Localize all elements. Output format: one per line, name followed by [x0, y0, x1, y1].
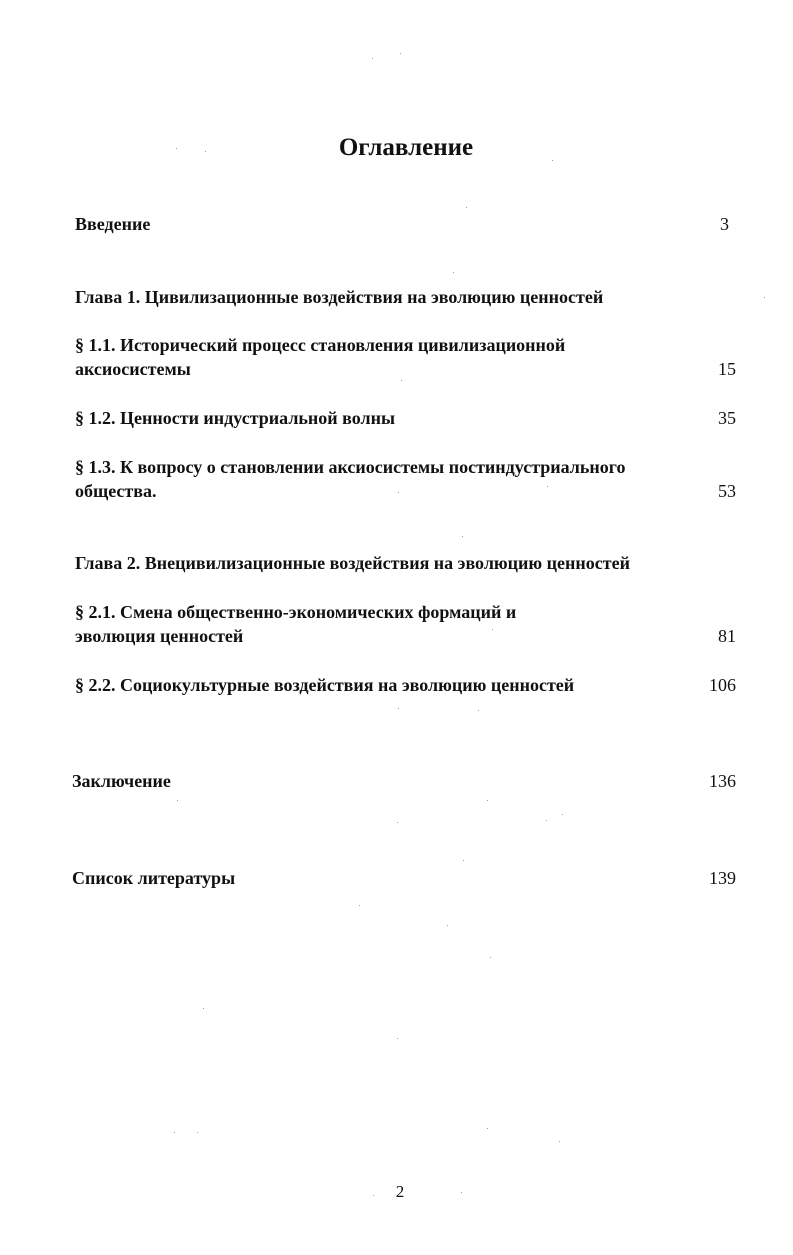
- toc-chapter-2-heading: Глава 2. Внецивилизационные воздействия на эволюцию ценностей: [75, 553, 630, 573]
- toc-entry-page: 139: [709, 868, 736, 888]
- toc-entry-text: Список литературы: [72, 868, 236, 888]
- toc-entry-text: § 2.2. Социокультурные воздействия на эволюцию ценностей: [75, 675, 575, 695]
- toc-entry-text-line1: § 1.1. Исторический процесс становления цивилизационной: [75, 335, 566, 355]
- toc-entry-page: 3: [720, 214, 729, 234]
- toc-entry-page: 81: [718, 626, 736, 646]
- toc-title: Оглавление: [338, 134, 474, 161]
- page-number: 2: [395, 1182, 405, 1201]
- toc-entry-text: Заключение: [72, 771, 171, 791]
- toc-entry-text-line1: § 2.1. Смена общественно-экономических формаций и: [75, 602, 517, 622]
- toc-entry-text-line2: эволюция ценностей: [75, 626, 244, 646]
- toc-entry-text: § 1.2. Ценности индустриальной волны: [75, 408, 396, 428]
- toc-entry-page: 35: [718, 408, 736, 428]
- toc-entry-page: 136: [709, 771, 736, 791]
- toc-chapter-1-heading: Глава 1. Цивилизационные воздействия на эволюцию ценностей: [75, 287, 604, 307]
- toc-entry-page: 106: [709, 675, 736, 695]
- toc-entry-page: 53: [718, 481, 736, 501]
- toc-entry-text-line2: общества.: [75, 481, 157, 501]
- toc-entry-text-line2: аксиосистемы: [75, 359, 191, 379]
- toc-entry-text: Введение: [75, 214, 151, 234]
- toc-entry-page: 15: [718, 359, 736, 379]
- toc-entry-text-line1: § 1.3. К вопросу о становлении аксиосистемы постиндустриального: [75, 457, 626, 477]
